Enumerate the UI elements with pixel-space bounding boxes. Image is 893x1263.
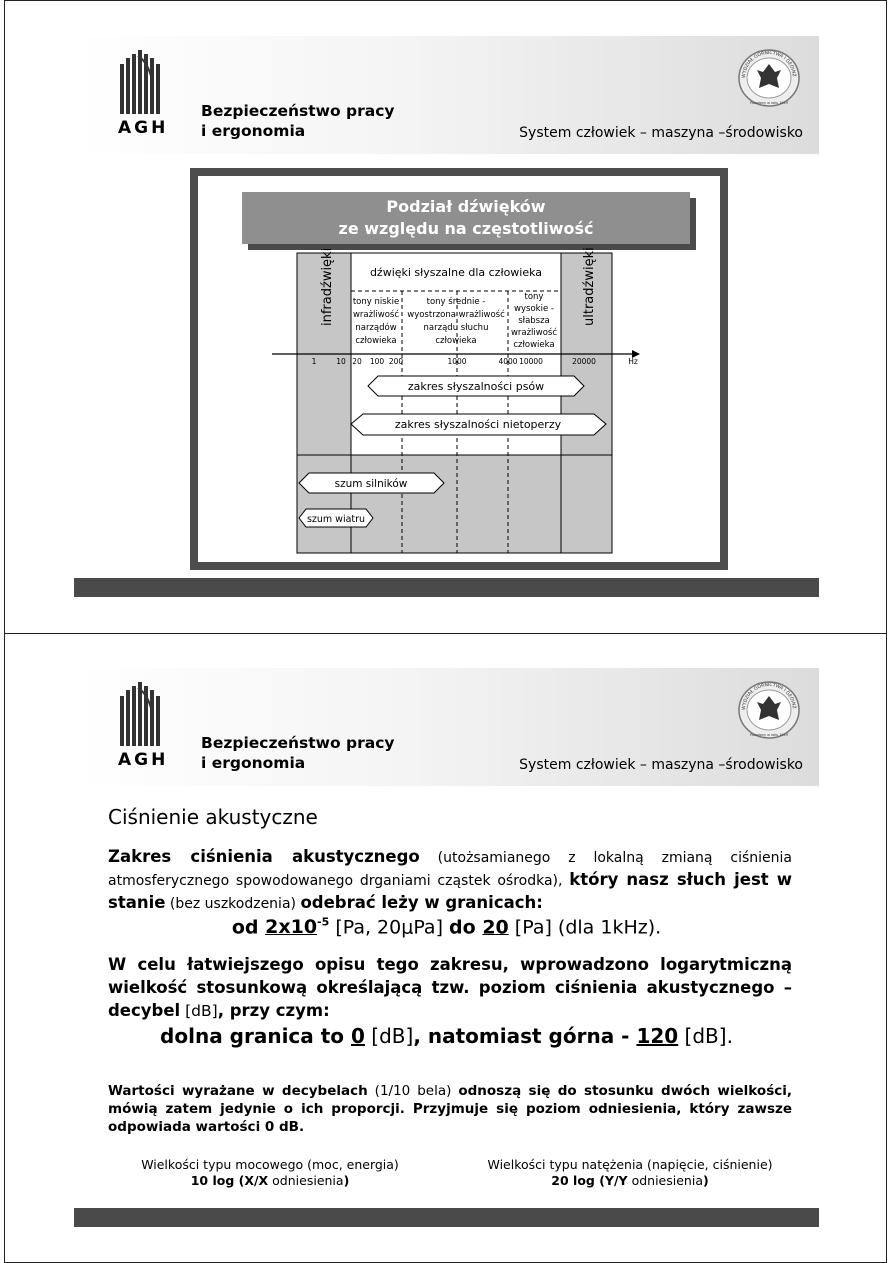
svg-text:słabsza: słabsza: [518, 316, 550, 326]
svg-text:wrażliwość: wrażliwość: [352, 310, 400, 320]
svg-text:szum silników: szum silników: [334, 478, 408, 490]
svg-text:człowieka: człowieka: [355, 336, 397, 346]
diagram-canvas: [198, 176, 720, 562]
svg-text:wrażliwość: wrażliwość: [510, 328, 558, 338]
slide-subtitle-2: System człowiek – maszyna –środowisko: [519, 757, 803, 773]
agh-logo-text: AGH: [118, 118, 169, 138]
mid-tones-label: [407, 296, 505, 346]
ultrasound-label: ultradźwięki: [582, 247, 597, 326]
svg-text:WYDZIAŁ GÓRNICTWA I GEOINŻYNIE: WYDZIAŁ GÓRNICTWA I GEOINŻ: [741, 50, 797, 79]
frequency-diagram: [190, 168, 728, 570]
audible-label: dźwięki słyszalne dla człowieka: [369, 266, 543, 279]
power-quantity-formula: Wielkości typu mocowego (moc, energia) 10 log (X/X odniesienia): [141, 1157, 399, 1188]
svg-text:wyostrzona wrażliwość: wyostrzona wrażliwość: [407, 310, 505, 320]
slide2-footer-bar: [74, 1208, 819, 1227]
svg-text:Hz: Hz: [628, 357, 638, 366]
svg-text:WYDZIAŁ GÓRNICTWA I GEOINŻYNIE: WYDZIAŁ GÓRNICTWA I GEOINŻ: [741, 682, 797, 711]
agh-logo-icon: [118, 50, 168, 116]
course-title-2: Bezpieczeństwo pracy i ergonomia: [201, 734, 395, 772]
svg-text:człowieka: człowieka: [435, 336, 477, 346]
svg-text:10000: 10000: [519, 357, 543, 366]
course-title: Bezpieczeństwo pracy i ergonomia: [201, 102, 395, 140]
svg-text:Powołany w roku 1919: Powołany w roku 1919: [749, 733, 789, 737]
svg-text:20000: 20000: [572, 357, 596, 366]
svg-text:Powołany w roku 1919: Powołany w roku 1919: [749, 101, 789, 105]
svg-text:1: 1: [311, 357, 317, 366]
svg-text:4000: 4000: [498, 357, 518, 366]
svg-text:20: 20: [352, 357, 362, 366]
decibel-limits-line: dolna granica to 0 [dB], natomiast górna - 120 [dB].: [160, 1024, 733, 1048]
svg-text:10: 10: [336, 357, 346, 366]
svg-text:200: 200: [388, 357, 404, 366]
high-tones-label: [511, 292, 557, 350]
svg-text:tony niskie: tony niskie: [352, 297, 400, 307]
svg-text:1000: 1000: [447, 357, 467, 366]
svg-text:narządów: narządów: [355, 323, 397, 333]
svg-text:szum wiatru: szum wiatru: [306, 514, 366, 525]
pressure-range-line: od $2x10^{-5}$ [Pa, 20μPa] do 20 [Pa] (dla 1kHz).: [231, 916, 662, 939]
pressure-range-paragraph: Zakres ciśnienia akustycznego (utożsamianego z lokalną zmianą ciśnienia atmosferycznego spowodowanego drganiami cząstek ośrodka), który nasz słuch jest w stanie (bez uszkodzenia) odebrać leży w granicach:: [108, 847, 793, 912]
svg-text:narządu słuchu: narządu słuchu: [423, 323, 489, 333]
slide1-footer-bar: [74, 578, 819, 597]
svg-text:zakres słyszalności nietoperzy: zakres słyszalności nietoperzy: [394, 418, 562, 431]
agh-logo-text: AGH: [118, 750, 169, 770]
diagram-svg: [198, 176, 720, 562]
svg-text:wysokie -: wysokie -: [514, 304, 554, 314]
svg-text:100: 100: [369, 357, 385, 366]
agh-logo-icon: [118, 682, 168, 748]
slide-subtitle: System człowiek – maszyna –środowisko: [519, 125, 803, 141]
section-heading: Ciśnienie akustyczne: [108, 805, 318, 829]
svg-text:człowieka: człowieka: [513, 340, 555, 350]
noise-region: [297, 455, 612, 553]
decibel-ratio-paragraph: Wartości wyrażane w decybelach (1/10 bela) odnoszą się do stosunku dwóch wielkości, mówią zatem jedynie o ich proporcji. Przyjmuje się poziom odniesienia, który zawsze odpowiada wartości 0 dB.: [108, 1083, 792, 1135]
faculty-seal-icon: [733, 44, 805, 108]
axis-ticks: [312, 357, 638, 366]
intensity-quantity-formula: Wielkości typu natężenia (napięcie, ciśnienie) 20 log (Y/Y odniesienia): [487, 1157, 773, 1188]
decibel-paragraph: W celu łatwiejszego opisu tego zakresu, wprowadzono logarytmiczną wielkość stosunkową określającą tzw. poziom ciśnienia akustycznego – decybel [dB], przy czym:: [108, 955, 792, 1020]
diagram-title: Podział dźwięków ze względu na częstotliwość: [242, 192, 690, 244]
low-tones-label: [353, 297, 400, 346]
infrasound-label: infradźwięki: [320, 247, 335, 326]
svg-text:zakres słyszalności psów: zakres słyszalności psów: [407, 380, 545, 393]
svg-text:tony średnie -: tony średnie -: [426, 297, 486, 307]
svg-text:tony: tony: [524, 292, 544, 302]
faculty-seal-icon: [733, 676, 805, 740]
